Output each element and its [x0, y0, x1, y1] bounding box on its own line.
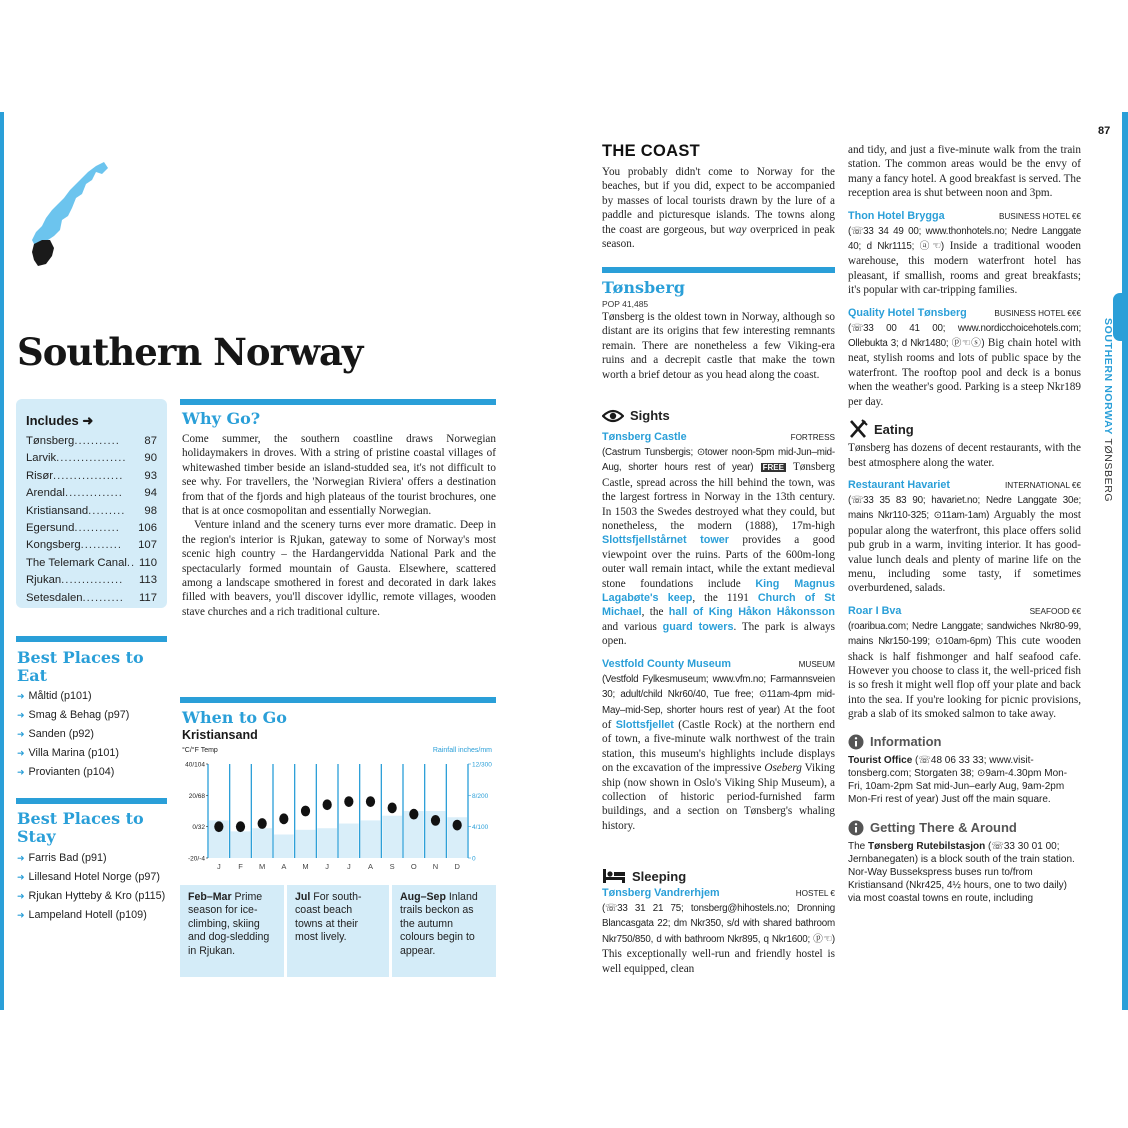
why-go-paragraph-1: Come summer, the southern coastline draws Norwegian holidaymakers in droves. With a string of pristine coastal villages of whitewashed timber beside an island-studded sea, it's not difficult to see why. For travellers, the 'Norwegian Riviera' offers a destination from that of the fjords and high plateaus of the tourist brochures, one that is at once cosmopolitan and essentially Norwegian.	[182, 433, 496, 518]
havariet-listing-header	[848, 478, 1081, 493]
castle-listing-header	[602, 430, 835, 445]
eye-icon	[602, 409, 624, 423]
arrow-right-icon: ➜	[17, 872, 25, 882]
quality-text	[848, 321, 1081, 409]
month-label: N	[432, 862, 439, 871]
museum-tag: MUSEUM	[798, 659, 835, 669]
museum-detail: (Vestfold Fylkesmuseum; www.vfm.no; Farmannsveien 30; adult/child Nkr60/40, Tue free; ⊙11am-4pm mid-May–mid-Sep, shorter hours rest of year)	[602, 673, 835, 716]
temp-axis-label: °C/°F Temp	[182, 747, 218, 754]
best-eat-item-label: Provianten (p104)	[28, 766, 115, 778]
month-label: O	[410, 862, 417, 871]
getting-there-details: (☏33 30 01 00; Jernbanegaten) is a block south of the train station. Nor-Way Bussekspress buses run to/from Kristiansand (Nkr425, 4½ hours, one to two daily) via most coastal towns en route, including	[848, 840, 1075, 904]
includes-item-leader: ..............	[64, 487, 123, 500]
includes-item[interactable]	[26, 503, 157, 520]
includes-item-leader: .................	[52, 469, 124, 482]
climate-box-3-text: Inland trails beckon as the autumn colours begin to appear.	[400, 891, 478, 957]
castle-detail: (Castrum Tunsbergis; ⊙tower noon-5pm mid-Jun–mid-Aug, shorter hours rest of year)	[602, 447, 835, 474]
havariet-detail: (☏33 35 83 90; havariet.no; Nedre Langgate 30e; mains Nkr110-325; ⊙11am-1am)	[848, 494, 1081, 522]
includes-item[interactable]	[26, 468, 157, 485]
best-stay-list	[17, 852, 167, 928]
sleeping-heading: Sleeping	[632, 868, 687, 884]
month-label: A	[281, 862, 287, 871]
why-go-paragraph-2: Venture inland and the scenery turns ever more dramatic. Deep in the region's interior is Rjukan, gateway to some of Norway's most scenic high country – the Hardangervidda National Park and the spectacularly formed mountain of Gausta. Elsewhere, scattered among a landscape smothered in forest and decorated in dark lakes filled with beavers, you'll discover idyllic, remote villages, wooden stave churches and a rich traditional culture.	[182, 519, 496, 618]
quality-description: Big chain hotel with neat, stylish rooms and lots of public space by the waterfront. The rooftop pool and deck is a bonus when the weather's good. Parking is a steep Nkr189 per day.	[848, 337, 1082, 408]
info-icon	[848, 734, 864, 750]
information-heading: Information	[870, 734, 942, 750]
castle-link-hall[interactable]: hall of King Håkon Håkonsson	[668, 606, 835, 619]
arrow-right-icon: ➜	[17, 767, 25, 777]
quality-tag: BUSINESS HOTEL €€€	[994, 308, 1081, 318]
includes-item[interactable]	[26, 520, 157, 537]
sights-header	[602, 408, 835, 423]
running-head	[1102, 318, 1114, 502]
best-stay-item-label: Lillesand Hotel Norge (p97)	[28, 871, 160, 883]
climate-box-jul	[287, 885, 389, 977]
climate-chart	[180, 742, 496, 877]
best-stay-item-label: Farris Bad (p91)	[28, 852, 107, 864]
thon-text	[848, 224, 1081, 298]
rainfall-bar	[382, 816, 402, 858]
hostel-tag: HOSTEL €	[795, 889, 835, 898]
includes-item[interactable]	[26, 433, 157, 450]
includes-item-name: Kongsberg	[26, 539, 81, 552]
rainfall-bar	[274, 835, 294, 859]
havariet-description: Arguably the most popular along the waterfront, this place offers solid pub grub in a warm, inviting interior. It has good-value lunch deals and plenty of marine life on the menu, including some tasty, if sometimes overburdened, salads.	[848, 509, 1081, 595]
thon-description: Inside a traditional wooden warehouse, this modern waterfront hotel has pleasant, if smallish, rooms and great breakfasts; it's popular with car-tripping families.	[848, 240, 1081, 297]
castle-tag: FORTRESS	[790, 433, 835, 442]
temp-tick-label: 20/68	[188, 792, 205, 800]
castle-link-guard-towers[interactable]: guard towers	[662, 620, 734, 633]
bus-station-name: Tønsberg Rutebilstasjon	[868, 840, 986, 852]
includes-item-page: 87	[144, 435, 157, 447]
arrow-right-icon: ➜	[17, 691, 25, 701]
sights-heading: Sights	[630, 408, 670, 423]
includes-item-leader: .................	[56, 452, 127, 465]
museum-text-3: Viking ship (now shown in Oslo's Viking Ship Museum), a collection of historic period-furnished farm buildings, and a section on Tønsberg's whaling history.	[602, 762, 836, 832]
best-eat-item[interactable]	[17, 728, 167, 741]
temp-tick-label: 40/104	[185, 761, 205, 769]
month-label: A	[367, 862, 374, 871]
best-eat-item-label: Villa Marina (p101)	[28, 747, 119, 759]
includes-item-name: Risør	[26, 469, 53, 482]
month-label: J	[216, 862, 221, 871]
when-to-go-heading: When to Go	[182, 708, 287, 727]
why-go-rule	[180, 399, 496, 405]
includes-item-page: 110	[138, 556, 157, 569]
thon-detail: (☏33 34 49 00; www.thonhotels.no; Nedre Langgate 40; d Nkr1115; ⓐ☜)	[848, 225, 1081, 253]
coast-text	[602, 165, 835, 251]
tonsberg-rule	[602, 267, 835, 273]
hostel-description: This exceptionally well-run and friendly hostel is well equipped, clean	[602, 948, 835, 975]
rainfall-bar	[361, 820, 381, 858]
tonsberg-population: POP 41,485	[602, 299, 649, 309]
includes-item[interactable]	[26, 485, 157, 502]
month-label: S	[389, 862, 395, 871]
temp-tick-label: 0/32	[192, 824, 205, 832]
tonsberg-intro: Tønsberg is the oldest town in Norway, although so distant are its origins that few interesting remnants remain. There are nonetheless a few Viking-era ruins and a decrepit castle that make the town worth a brief detour as you head along the coast.	[602, 311, 835, 381]
includes-item-page: 93	[144, 469, 157, 482]
month-label: D	[454, 862, 460, 871]
havariet-tag: INTERNATIONAL €€	[1005, 480, 1081, 490]
hostel-listing-header	[602, 886, 835, 901]
climate-box-2-text: For south-coast beach towns at their most lively.	[295, 891, 362, 944]
coast-heading: THE COAST	[602, 142, 701, 160]
best-eat-item-label: Måltid (p101)	[28, 690, 92, 702]
rain-axis-label: Rainfall inches/mm	[432, 747, 492, 754]
temperature-point	[409, 809, 418, 820]
bed-icon	[602, 868, 626, 884]
includes-item[interactable]	[26, 572, 157, 589]
best-eat-item[interactable]	[17, 709, 167, 722]
thon-listing-header	[848, 209, 1081, 224]
temperature-point	[258, 818, 267, 829]
information-header	[848, 734, 1081, 750]
eating-intro: Tønsberg has dozens of decent restaurants, with the best atmosphere along the water.	[848, 442, 1081, 469]
tourist-office-details: (☏48 06 33 33; www.visit-tonsberg.com; Storgaten 38; ⊙9am-4.30pm Mon-Fri, 10am-2pm Sat mid-Jun–early Aug, 9am-2pm Mon-Fri rest of year) Just off the main square.	[848, 754, 1068, 805]
best-eat-rule	[16, 636, 167, 642]
best-stay-item-label: Lampeland Hotell (p109)	[28, 909, 147, 921]
includes-item-page: 98	[144, 504, 157, 517]
free-badge: FREE	[762, 463, 784, 473]
climate-box-feb-mar	[180, 885, 284, 977]
best-stay-heading: Best Places to Stay	[17, 809, 144, 846]
column-three	[848, 143, 1081, 905]
temperature-point	[388, 802, 397, 813]
rainfall-bar	[296, 830, 316, 858]
includes-item-name: Rjukan	[26, 574, 62, 587]
quality-name[interactable]: Quality Hotel Tønsberg	[848, 306, 967, 319]
museum-text	[602, 672, 835, 833]
roar-text	[848, 619, 1081, 722]
best-stay-item[interactable]	[17, 852, 167, 865]
includes-list	[26, 433, 157, 607]
includes-item-leader: ...........	[74, 522, 120, 535]
climate-box-aug-sep	[392, 885, 496, 977]
castle-text-6: . The park is always open.	[602, 620, 835, 648]
best-stay-item-label: Rjukan Hytteby & Kro (p115)	[28, 890, 166, 902]
roar-name[interactable]: Roar I Bva	[848, 604, 902, 617]
museum-text-1: At the foot of	[602, 703, 835, 731]
includes-item-page: 107	[138, 539, 157, 552]
includes-item-name: Tønsberg	[26, 435, 75, 447]
arrow-right-icon: ➜	[17, 729, 25, 739]
temperature-point	[431, 815, 440, 826]
arrow-right-icon: ➜	[17, 853, 25, 863]
quality-detail: (☏33 00 41 00; www.nordicchoicehotels.com; Ollebukta 3; d Nkr1480; ⓟ☜ⓢ)	[848, 322, 1081, 350]
tonsberg-heading: Tønsberg	[602, 278, 685, 297]
sleeping-section	[602, 868, 835, 976]
temperature-point	[344, 796, 353, 807]
castle-link-tower[interactable]: Slottsfjellstårnet tower	[602, 534, 729, 547]
includes-item[interactable]	[26, 555, 157, 572]
information-text	[848, 754, 1081, 806]
rain-tick-label: 12/300	[472, 761, 492, 769]
temperature-point	[453, 820, 462, 831]
rain-tick-label: 0	[472, 855, 476, 863]
temperature-point	[301, 806, 310, 817]
castle-text-2: provides a good viewpoint over the ruins. Parts of the 600m-long outer wall remain intact, while the extant medieval stone foundations include	[602, 534, 836, 590]
running-head-town: TØNSBERG	[1102, 438, 1114, 503]
roar-listing-header	[848, 604, 1081, 619]
roar-detail: (roaribua.com; Nedre Langgate; sandwiches Nkr80-99, mains Nkr150-199; ⊙10am-6pm)	[848, 620, 1081, 648]
includes-item-leader: ...........	[74, 435, 120, 447]
why-go-text	[182, 432, 496, 619]
thon-tag: BUSINESS HOTEL €€	[998, 211, 1081, 221]
hostel-text	[602, 901, 835, 976]
includes-item-name: Arendal	[26, 487, 65, 500]
hostel-detail: (☏33 31 21 75; tonsberg@hihostels.no; Dronning Blancasgata 22; dm Nkr350, s/d with shared bathroom Nkr750/850, d with bathroom Nkr895, q Nkr1600; ⓟ☜)	[602, 903, 835, 945]
includes-box	[16, 399, 167, 608]
climate-city: Kristiansand	[182, 728, 258, 742]
running-head-section: SOUTHERN NORWAY	[1102, 318, 1114, 435]
why-go-heading: Why Go?	[182, 409, 261, 428]
museum-listing-header	[602, 657, 835, 672]
includes-item-page: 117	[138, 591, 157, 604]
tonsberg-section	[602, 278, 835, 382]
coast-section	[602, 142, 835, 251]
temperature-point	[236, 821, 245, 832]
roar-description: This cute wooden shack is half fishmonger and half seafood cafe. However you choose to class it, the well-priced fish is so fresh it might well flop off your plate and back into the sea. If you're looking for picnic provisions, grab a slab of its smoked salmon to take away.	[848, 635, 1081, 721]
castle-link-church[interactable]: Church of St Michael	[602, 592, 835, 619]
best-eat-item[interactable]	[17, 690, 167, 703]
includes-heading: Includes ➜	[26, 413, 94, 428]
thon-name[interactable]: Thon Hotel Brygga	[848, 209, 945, 222]
page-number: 87	[1098, 125, 1111, 137]
tourist-office-label: Tourist Office	[848, 754, 913, 766]
rainfall-bar	[252, 828, 272, 858]
chapter-thumb-tab	[1113, 293, 1128, 341]
page-edge-left	[0, 112, 4, 1010]
rainfall-bar	[339, 824, 359, 858]
castle-text-1: Tønsberg Castle, spread across the hill behind the town, was the largest fortress in Norway in the 13th century. In 1503 the Swedes destroyed what they could, but nonetheless, the modern (1888), 17m-high	[602, 461, 835, 533]
arrow-right-icon: ➜	[17, 910, 25, 920]
rain-tick-label: 8/200	[472, 792, 489, 800]
getting-there-pre: The	[848, 840, 869, 852]
best-eat-item-label: Smag & Behag (p97)	[28, 709, 130, 721]
hostel-text-continued: and tidy, and just a five-minute walk from the train station. The common areas would be the envy of many a fancy hotel. A good breakfast is served. The reception area is shut between noon and 3pm.	[848, 144, 1081, 200]
page-edge-right	[1122, 112, 1128, 1010]
havariet-name[interactable]: Restaurant Havariet	[848, 478, 951, 491]
temperature-point	[279, 813, 288, 824]
eating-header	[848, 419, 1081, 439]
best-eat-item-label: Sanden (p92)	[28, 728, 94, 740]
coast-text-main: You probably didn't come to Norway for the beaches, but if you did, expect to be accompanied by masses of local tourists drawn by the lure of a paddle and picturesque islands. The towns along the coast are gorgeous, but	[602, 166, 835, 236]
rainfall-bar	[317, 828, 337, 858]
climate-box-1-text: Prime season for ice-climbing, skiing and dog-sledding in Rjukan.	[188, 891, 270, 957]
getting-there-heading: Getting There & Around	[870, 820, 1017, 836]
includes-item-leader: ..	[126, 556, 136, 569]
getting-there-text	[848, 840, 1081, 905]
includes-item-name: Setesdalen	[26, 591, 83, 604]
includes-item-page: 94	[144, 487, 157, 500]
castle-text	[602, 445, 835, 649]
castle-text-4: , the	[641, 606, 669, 619]
sights-section	[602, 408, 835, 833]
month-label: M	[259, 862, 266, 871]
includes-item-page: 113	[138, 574, 157, 587]
getting-there-header	[848, 820, 1081, 836]
temperature-point	[323, 799, 332, 810]
includes-item[interactable]	[26, 450, 157, 467]
museum-name[interactable]: Vestfold County Museum	[602, 657, 731, 670]
info-icon	[848, 820, 864, 836]
includes-item-name: Egersund	[26, 522, 75, 535]
best-eat-item[interactable]	[17, 747, 167, 760]
castle-link-keep[interactable]: King Magnus Lagabøte's keep	[602, 577, 835, 605]
climate-box-2-months: Jul	[295, 891, 311, 903]
includes-item-leader: ..........	[80, 539, 123, 552]
best-stay-rule	[16, 798, 167, 804]
coast-text-end: overpriced in peak season.	[602, 223, 835, 251]
climate-box-1-months: Feb–Mar	[188, 891, 232, 903]
month-label: J	[325, 862, 330, 871]
rain-tick-label: 4/100	[472, 824, 489, 832]
temp-tick-label: -20/-4	[188, 855, 205, 863]
temperature-point	[366, 796, 375, 807]
includes-item-name: The Telemark Canal	[26, 556, 127, 569]
includes-item-name: Larvik	[26, 452, 57, 465]
museum-text-emphasis: Oseberg	[764, 762, 802, 775]
month-label: F	[238, 862, 243, 871]
rainfall-bar	[231, 831, 251, 858]
includes-item-page: 106	[138, 522, 157, 535]
arrow-right-icon: ➜	[17, 891, 25, 901]
arrow-right-icon: ➜	[17, 710, 25, 720]
best-stay-item[interactable]	[17, 871, 167, 884]
best-stay-item[interactable]	[17, 890, 167, 903]
includes-item-leader: ...............	[61, 574, 124, 587]
includes-item-name: Kristiansand	[26, 504, 89, 517]
includes-item-leader: .........	[88, 504, 126, 517]
norway-locator-map	[24, 160, 110, 270]
includes-item-leader: ..........	[82, 591, 124, 604]
sleeping-header	[602, 868, 835, 884]
roar-tag: SEAFOOD €€	[1029, 606, 1081, 616]
best-stay-item[interactable]	[17, 909, 167, 922]
when-to-go-rule	[180, 697, 496, 703]
month-label: M	[302, 862, 309, 871]
quality-listing-header	[848, 306, 1081, 321]
eating-heading: Eating	[874, 421, 914, 437]
temperature-point	[214, 821, 223, 832]
coast-text-emphasis: way	[728, 223, 747, 236]
castle-name[interactable]: Tønsberg Castle	[602, 431, 687, 443]
chapter-title: Southern Norway	[17, 330, 363, 374]
month-label: J	[346, 862, 351, 871]
havariet-text	[848, 493, 1081, 596]
includes-item[interactable]	[26, 537, 157, 554]
best-eat-item[interactable]	[17, 766, 167, 779]
arrow-right-icon: ➜	[17, 748, 25, 758]
hostel-name[interactable]: Tønsberg Vandrerhjem	[602, 887, 720, 899]
castle-text-5: and various	[602, 620, 663, 633]
best-eat-heading: Best Places to Eat	[17, 648, 144, 685]
includes-item-page: 90	[144, 452, 157, 465]
museum-text-2: (Castle Rock) at the northern end of town, a five-minute walk northwest of the train station, this museum's highlights include displays on the excavation of the impressive	[602, 718, 835, 775]
best-eat-list	[17, 690, 167, 785]
knife-fork-icon	[848, 419, 868, 439]
museum-link-slottsfjellet[interactable]: Slottsfjellet	[615, 718, 674, 731]
castle-text-3: , the 1191	[692, 592, 758, 605]
includes-item[interactable]	[26, 590, 157, 607]
climate-box-3-months: Aug–Sep	[400, 891, 446, 903]
